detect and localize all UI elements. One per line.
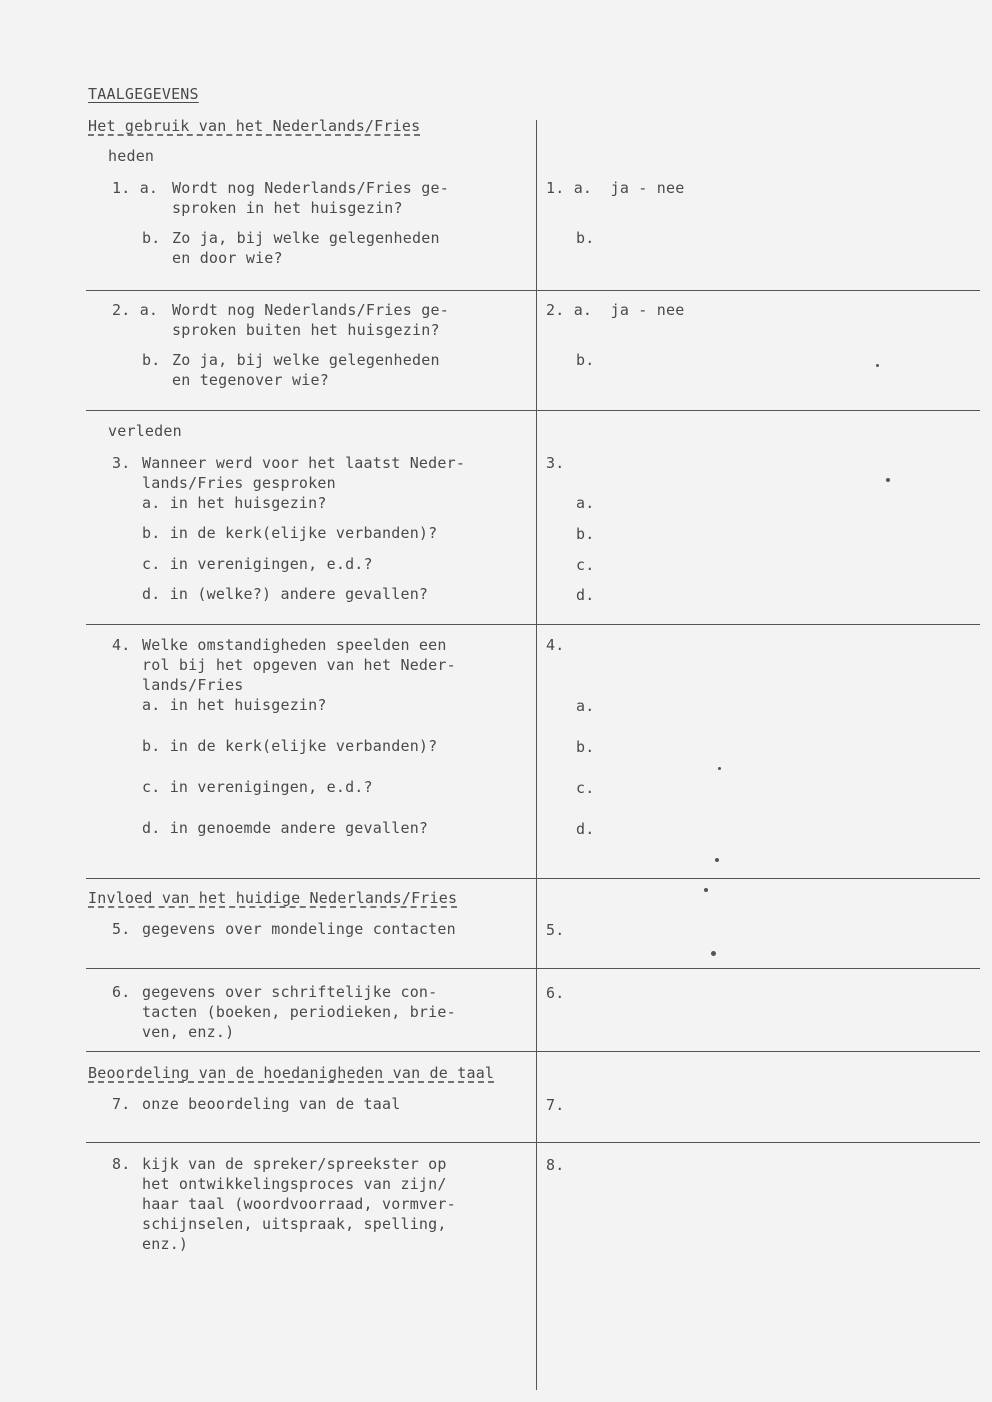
q7-answer: 7. <box>546 1096 565 1114</box>
q3-answer-a: a. <box>576 494 595 512</box>
q4-line3: lands/Fries <box>142 676 244 694</box>
q4-answer-c: c. <box>576 779 595 797</box>
subheading-heden: heden <box>108 147 155 165</box>
q3-item-a: a. in het huisgezin? <box>142 494 327 512</box>
q6-answer: 6. <box>546 984 565 1002</box>
q2a-number: 2. a. <box>112 301 159 319</box>
q2a-line2: sproken buiten het huisgezin? <box>172 321 440 339</box>
row-rule-3 <box>86 624 980 625</box>
q2b-line2: en tegenover wie? <box>172 371 329 389</box>
q4-answer-number: 4. <box>546 636 565 654</box>
q8-line2: het ontwikkelingsproces van zijn/ <box>142 1175 447 1193</box>
row-rule-2 <box>86 410 980 411</box>
ink-speck <box>711 951 716 956</box>
section-heading-invloed: Invloed van het huidige Nederlands/Fries <box>88 889 458 907</box>
q8-answer: 8. <box>546 1156 565 1174</box>
q3-line2: lands/Fries gesproken <box>142 474 336 492</box>
q1b-answer: b. <box>576 229 595 247</box>
q3-number: 3. <box>112 454 131 472</box>
q4-item-d: d. in genoemde andere gevallen? <box>142 819 429 837</box>
q8-number: 8. <box>112 1155 131 1173</box>
page-title: TAALGEGEVENS <box>88 85 199 103</box>
section-heading-beoordeling: Beoordeling van de hoedanigheden van de taal <box>88 1064 495 1082</box>
q4-item-c: c. in verenigingen, e.d.? <box>142 778 373 796</box>
q3-item-c: c. in verenigingen, e.d.? <box>142 555 373 573</box>
q3-item-d: d. in (welke?) andere gevallen? <box>142 585 429 603</box>
q8-line1: kijk van de spreker/spreekster op <box>142 1155 447 1173</box>
q3-line1: Wanneer werd voor het laatst Neder- <box>142 454 466 472</box>
row-rule-7 <box>86 1142 980 1143</box>
q4-line1: Welke omstandigheden speelden een <box>142 636 447 654</box>
row-rule-1 <box>86 290 980 291</box>
q1a-answer: 1. a. ja - nee <box>546 179 685 197</box>
q8-line3: haar taal (woordvoorraad, vormver- <box>142 1195 456 1213</box>
column-divider <box>536 120 537 1390</box>
q7-number: 7. <box>112 1095 131 1113</box>
q3-answer-d: d. <box>576 586 595 604</box>
q3-answer-c: c. <box>576 556 595 574</box>
q5-text: gegevens over mondelinge contacten <box>142 920 456 938</box>
q2a-line1: Wordt nog Nederlands/Fries ge- <box>172 301 449 319</box>
q4-answer-a: a. <box>576 697 595 715</box>
q3-answer-b: b. <box>576 525 595 543</box>
ink-speck <box>886 478 890 482</box>
q4-line2: rol bij het opgeven van het Neder- <box>142 656 456 674</box>
row-rule-4 <box>86 878 980 879</box>
q6-number: 6. <box>112 983 131 1001</box>
q7-text: onze beoordeling van de taal <box>142 1095 401 1113</box>
ink-speck <box>715 858 719 862</box>
q5-number: 5. <box>112 920 131 938</box>
row-rule-6 <box>86 1051 980 1052</box>
q1b-line1: Zo ja, bij welke gelegenheden <box>172 229 440 247</box>
q1b-number: b. <box>142 229 161 247</box>
ink-speck <box>876 364 879 367</box>
q4-item-b: b. in de kerk(elijke verbanden)? <box>142 737 438 755</box>
q5-answer: 5. <box>546 921 565 939</box>
q6-line3: ven, enz.) <box>142 1023 235 1041</box>
q4-answer-d: d. <box>576 820 595 838</box>
q3-item-b: b. in de kerk(elijke verbanden)? <box>142 524 438 542</box>
row-rule-5 <box>86 968 980 969</box>
q1b-line2: en door wie? <box>172 249 283 267</box>
q2b-answer: b. <box>576 351 595 369</box>
q3-answer-number: 3. <box>546 454 565 472</box>
ink-speck <box>704 888 708 892</box>
q2b-line1: Zo ja, bij welke gelegenheden <box>172 351 440 369</box>
q2a-answer: 2. a. ja - nee <box>546 301 685 319</box>
q8-line4: schijnselen, uitspraak, spelling, <box>142 1215 447 1233</box>
ink-speck <box>718 767 721 770</box>
q1a-line2: sproken in het huisgezin? <box>172 199 403 217</box>
q6-line2: tacten (boeken, periodieken, brie- <box>142 1003 456 1021</box>
q4-number: 4. <box>112 636 131 654</box>
section-heading-gebruik: Het gebruik van het Nederlands/Fries <box>88 117 421 135</box>
q1a-line1: Wordt nog Nederlands/Fries ge- <box>172 179 449 197</box>
q4-item-a: a. in het huisgezin? <box>142 696 327 714</box>
q2b-number: b. <box>142 351 161 369</box>
q1a-number: 1. a. <box>112 179 159 197</box>
q6-line1: gegevens over schriftelijke con- <box>142 983 438 1001</box>
q8-line5: enz.) <box>142 1235 189 1253</box>
q4-answer-b: b. <box>576 738 595 756</box>
subheading-verleden: verleden <box>108 422 182 440</box>
